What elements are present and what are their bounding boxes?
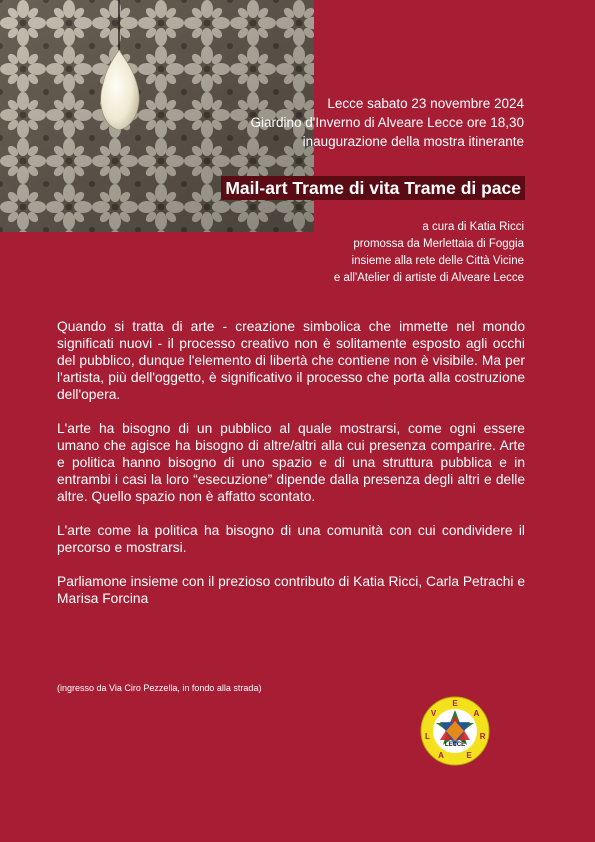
credits [334, 219, 524, 287]
paragraph: Quando si tratta di arte - creazione simbolica che immette nel mondo significati nuovi - il processo creativo non è solitamente esposto agli occhi del pubblico, dunque l'elemento di libertà che contiene non è visibile. Ma per l'artista, più dell'oggetto, è significativo il processo che porta alla costruzione dell'opera. [57, 319, 525, 402]
body-text [57, 318, 525, 624]
event-date: Lecce sabato 23 novembre 2024 [327, 96, 524, 111]
paragraph: L'arte ha bisogno di un pubblico al quale mostrarsi, come ogni essere umano che agisce ha bisogno di altre/altri alla cui presenza comparire. Arte e politica hanno bisogno di uno spazio e di una struttura pubblica e in entrambi i casi la loro “esecuzione” dipende dalla presenza degli altri e delle altre. Quello spazio non è affatto scontato. [57, 421, 525, 504]
event-header [250, 94, 524, 151]
logo-ring-letter: E [466, 751, 472, 761]
credit-promoter: promossa da Merlettaia di Foggia [353, 238, 524, 250]
logo-ring-letter: A [473, 709, 480, 718]
logo-ring-letter: A [438, 751, 444, 761]
logo-graphic [420, 696, 490, 766]
credit-network: insieme alla rete delle Città Vicine [351, 255, 524, 267]
exhibition-title: Mail-art Trame di vita Trame di pace [221, 176, 525, 200]
alveare-lecce-logo-icon [420, 696, 490, 766]
logo-center-text: LECCE [444, 742, 466, 748]
entrance-note: (ingresso da Via Ciro Pezzella, in fondo alla strada) [57, 683, 262, 693]
paragraph: L'arte come la politica ha bisogno di una comunità con cui condividere il percorso e mostrarsi. [57, 523, 525, 555]
paragraph: Parliamone insieme con il prezioso contributo di Katia Ricci, Carla Petrachi e Marisa Forcina [57, 574, 525, 606]
credit-curator: a cura di Katia Ricci [422, 221, 524, 233]
credit-atelier: e all'Atelier di artiste di Alveare Lecce [333, 272, 524, 284]
logo-ring-letter: V [430, 709, 437, 718]
logo-ring-letter: E [452, 699, 458, 708]
event-venue-time: Giardino d'Inverno di Alveare Lecce ore 18,30 [250, 115, 524, 130]
event-description: inaugurazione della mostra itinerante [302, 134, 524, 149]
logo-ring-letter: R [479, 731, 486, 741]
logo-ring-letter: L [424, 731, 430, 741]
